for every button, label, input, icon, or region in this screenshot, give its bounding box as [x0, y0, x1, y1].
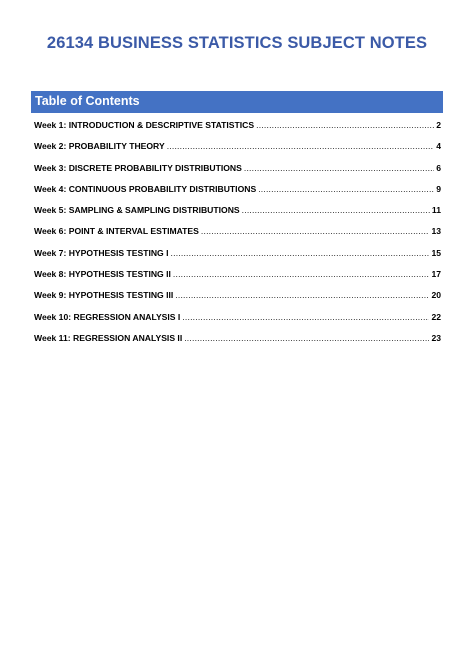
toc-list	[34, 120, 441, 354]
toc-dot-leader	[175, 290, 429, 300]
toc-entry-week-11[interactable]	[34, 333, 441, 354]
toc-entry-label: Week 1: INTRODUCTION & DESCRIPTIVE STATISTICS	[34, 120, 255, 130]
toc-dot-leader	[256, 120, 434, 130]
toc-page-number: 17	[431, 269, 441, 280]
toc-entry-label: Week 4: CONTINUOUS PROBABILITY DISTRIBUTIONS	[34, 183, 257, 194]
toc-entry-week-1[interactable]	[34, 120, 441, 141]
toc-entry-label: Week 2: PROBABILITY THEORY	[34, 141, 165, 152]
toc-heading: Table of Contents	[35, 94, 140, 108]
toc-entry-week-2[interactable]	[34, 141, 441, 162]
toc-entry-label: Week 9: HYPOTHESIS TESTING III	[34, 290, 174, 301]
toc-page-number: 4	[436, 141, 441, 152]
toc-page-number: 15	[431, 247, 441, 258]
toc-page-number: 22	[431, 311, 441, 322]
toc-header-bar	[31, 91, 443, 113]
toc-dot-leader	[173, 269, 430, 279]
toc-dot-leader	[167, 141, 435, 151]
toc-dot-leader	[244, 163, 434, 173]
page-title: 26134 BUSINESS STATISTICS SUBJECT NOTES	[46, 34, 428, 52]
toc-entry-week-3[interactable]	[34, 163, 441, 184]
toc-entry-label: Week 3: DISCRETE PROBABILITY DISTRIBUTIONS	[34, 162, 242, 173]
toc-entry-week-5[interactable]	[34, 205, 441, 226]
toc-page-number: 23	[431, 332, 441, 343]
toc-entry-label: Week 10: REGRESSION ANALYSIS I	[34, 311, 181, 322]
toc-page-number: 9	[436, 183, 441, 194]
toc-page-number: 6	[436, 162, 441, 173]
toc-entry-label: Week 8: HYPOTHESIS TESTING II	[34, 269, 171, 280]
toc-entry-week-7[interactable]	[34, 248, 441, 269]
toc-dot-leader	[242, 205, 430, 215]
toc-page-number: 2	[436, 120, 441, 130]
toc-entry-week-10[interactable]	[34, 312, 441, 333]
toc-entry-week-4[interactable]	[34, 184, 441, 205]
toc-entry-label: Week 5: SAMPLING & SAMPLING DISTRIBUTIONS	[34, 205, 240, 216]
toc-entry-label: Week 7: HYPOTHESIS TESTING I	[34, 247, 169, 258]
toc-dot-leader	[201, 226, 430, 236]
toc-entry-label: Week 6: POINT & INTERVAL ESTIMATES	[34, 226, 199, 237]
toc-dot-leader	[258, 184, 434, 194]
toc-entry-week-9[interactable]	[34, 290, 441, 311]
toc-dot-leader	[171, 248, 430, 258]
toc-page-number: 11	[431, 205, 441, 216]
toc-page-number: 20	[431, 290, 441, 301]
toc-entry-week-8[interactable]	[34, 269, 441, 290]
toc-dot-leader	[184, 333, 429, 343]
toc-entry-week-6[interactable]	[34, 226, 441, 247]
toc-page-number: 13	[431, 226, 441, 237]
toc-dot-leader	[182, 312, 429, 322]
toc-entry-label: Week 11: REGRESSION ANALYSIS II	[34, 332, 183, 343]
